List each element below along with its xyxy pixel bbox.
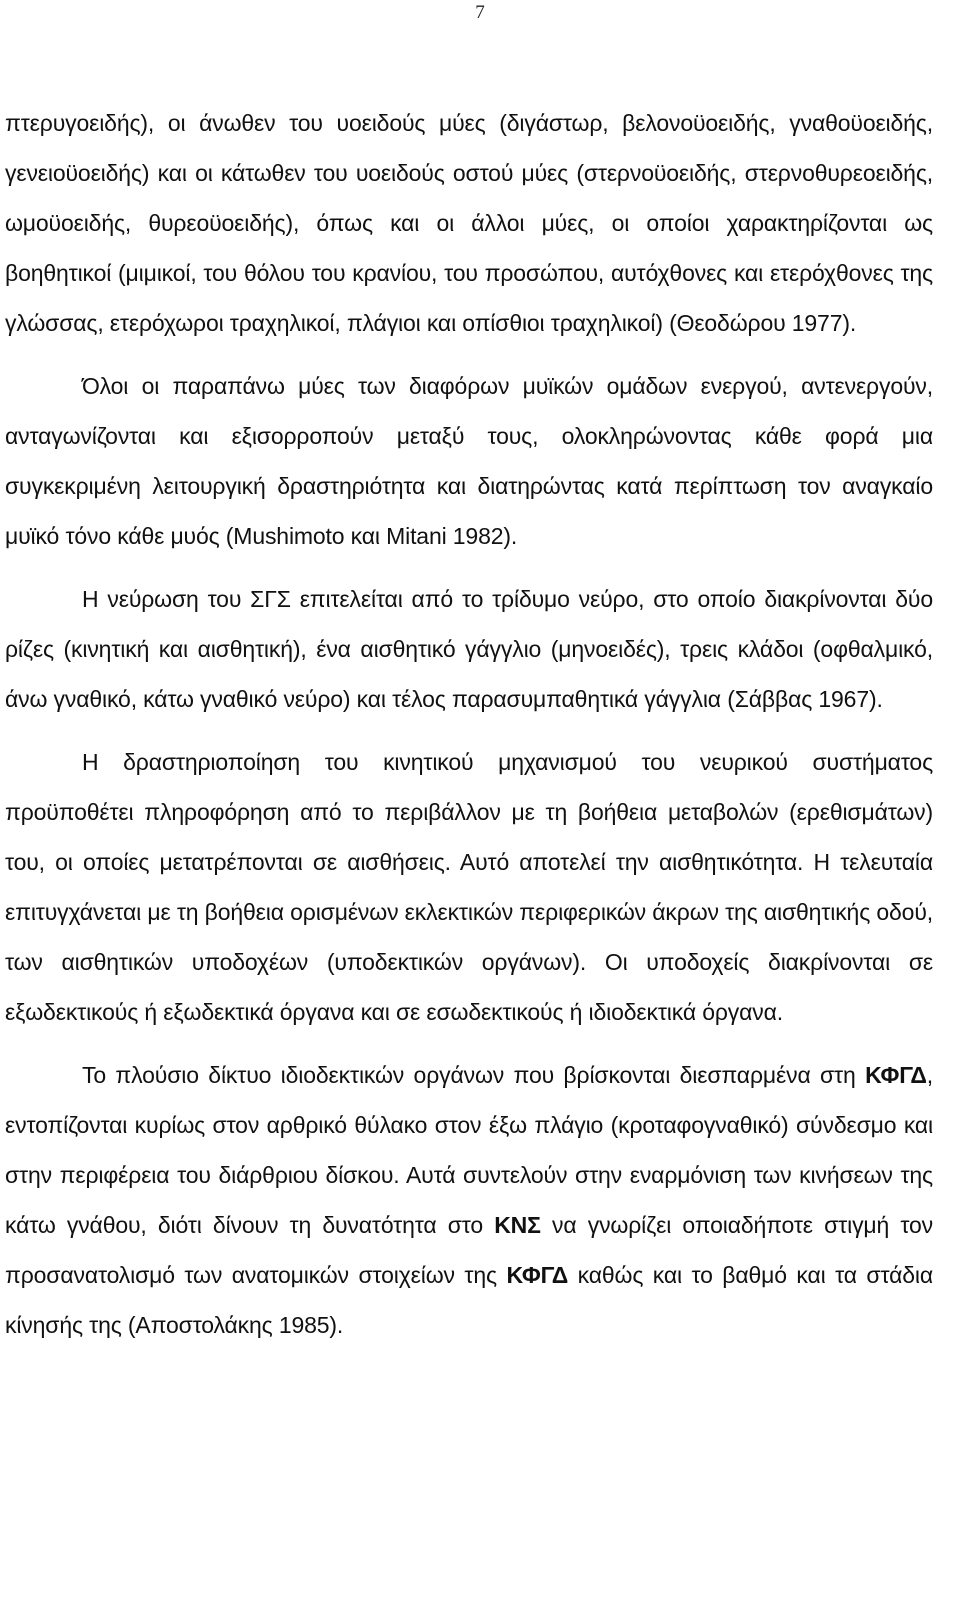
paragraph-text: Η δραστηριοποίηση του κινητικού μηχανισμού του νευρικού συστήματος προϋποθέτει πληροφόρηση από το περιβάλλον με τη βοήθεια μεταβολών (ερεθισμάτων) του, οι οποίες μετατρέπονται σε αισθήσεις. Αυτό αποτελεί την αισθητικότητα. Η τελευταία επιτυγχάνεται με τη βοήθεια ορισμένων εκλεκτικών περιφερικών άκρων της αισθητικής οδού, των αισθητικών υποδοχέων (υποδεκτικών οργάνων). Οι υποδοχείς διακρίνονται σε εξωδεκτικούς ή εξωδεκτικά όργανα και σε εσωδεκτικούς ή ιδιοδεκτικά όργανα. [5, 749, 933, 1025]
paragraph-5 [5, 1050, 933, 1350]
bold-abbreviation: ΚΦΓΔ [506, 1262, 569, 1288]
paragraph-text: να γνωρίζει οποιαδήποτε στιγμή τον προσανατολισμό των ανατομικών στοιχείων της [5, 1212, 933, 1288]
bold-abbreviation: ΚΝΣ [494, 1212, 541, 1238]
paragraph-2 [5, 361, 933, 561]
paragraph-text: πτερυγοειδής), οι άνωθεν του υοειδούς μύες (διγάστωρ, βελονοϋοειδής, γναθοϋοειδής, γενειοϋοειδής) και οι κάτωθεν του υοειδούς οστού μύες (στερνοϋοειδής, στερνοθυρεοειδής, ωμοϋοειδής, θυρεοϋοειδής), όπως και οι άλλοι μύες, οι οποίοι χαρακτηρίζονται ως βοηθητικοί (μιμικοί, του θόλου του κρανίου, του προσώπου, αυτόχθονες και ετερόχθονες της γλώσσας, ετερόχωροι τραχηλικοί, πλάγιοι και οπίσθιοι τραχηλικοί) (Θεοδώρου 1977). [5, 110, 933, 336]
bold-abbreviation: ΚΦΓΔ [865, 1062, 927, 1088]
paragraph-text: , εντοπίζονται κυρίως στον αρθρικό θύλακο στον έξω πλάγιο (κροταφογναθικό) σύνδεσμο και στην περιφέρεια του διάρθριου δίσκου. Αυτά συντελούν στην εναρμόνιση των κινήσεων της κάτω γνάθου, διότι δίνουν τη δυνατότητα στο [5, 1062, 933, 1238]
paragraph-text: Το πλούσιο δίκτυο ιδιοδεκτικών οργάνων που βρίσκονται διεσπαρμένα στη [82, 1062, 866, 1088]
paragraph-4 [5, 737, 933, 1037]
document-body [5, 98, 933, 1350]
paragraph-1 [5, 98, 933, 348]
page-number: 7 [475, 2, 485, 23]
paragraph-text: καθώς και το βαθμό και τα στάδια κίνησής της (Αποστολάκης 1985). [5, 1262, 933, 1338]
paragraph-3 [5, 574, 933, 724]
paragraph-text: Όλοι οι παραπάνω μύες των διαφόρων μυϊκών ομάδων ενεργού, αντενεργούν, ανταγωνίζονται και εξισορροπούν μεταξύ τους, ολοκληρώνοντας κάθε φορά μια συγκεκριμένη λειτουργική δραστηριότητα και διατηρώντας κατά περίπτωση τον αναγκαίο μυϊκό τόνο κάθε μυός (Mushimoto και Mitani 1982). [5, 373, 933, 549]
paragraph-text: Η νεύρωση του ΣΓΣ επιτελείται από το τρίδυμο νεύρο, στο οποίο διακρίνονται δύο ρίζες (κινητική και αισθητική), ένα αισθητικό γάγγλιο (μηνοειδές), τρεις κλάδοι (οφθαλμικό, άνω γναθικό, κάτω γναθικό νεύρο) και τέλος παρασυμπαθητικά γάγγλια (Σάββας 1967). [5, 586, 933, 712]
